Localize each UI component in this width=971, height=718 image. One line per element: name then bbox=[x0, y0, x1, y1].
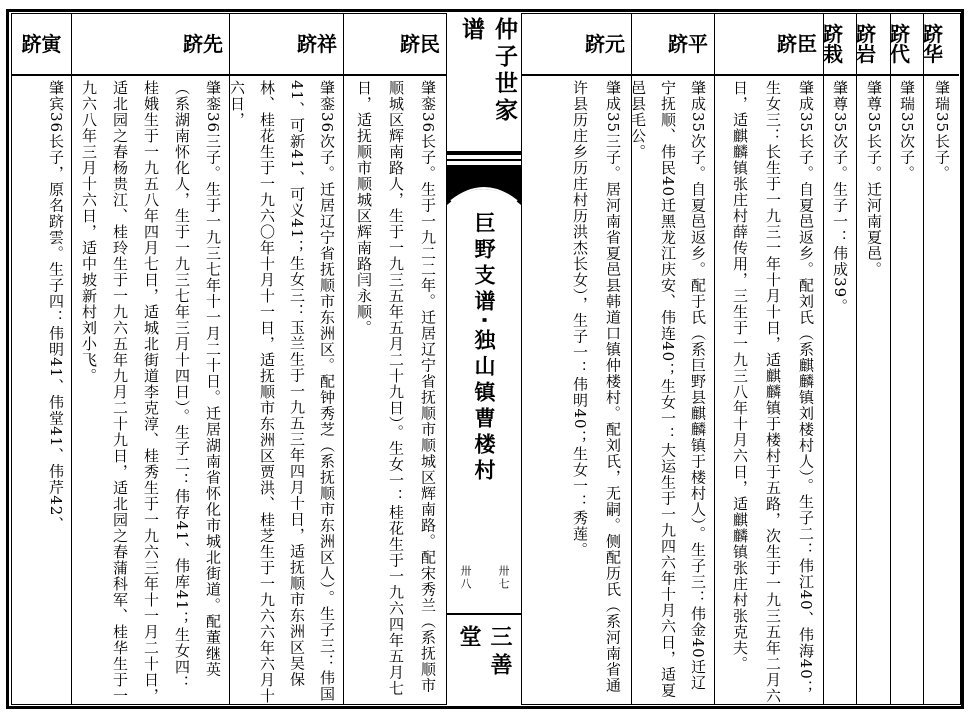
person-name-header: 跻元 bbox=[585, 32, 625, 56]
person-name-header: 跻寅 bbox=[21, 32, 62, 56]
fishtail-ornament bbox=[447, 165, 521, 205]
entry-text: 肇成35长子。自夏邑返乡。配刘氏（系麒麟镇刘楼村人）。生子二：伟江40、伟海40；生女三：长生于一九三一年十月十日，适麒麟镇于楼村于五路，次生于一九三五年二月六日，适麒麟镇张庄村薛传用，三生于一九三八年十月六日，适麒麟镇张庄村张克夫。 bbox=[731, 80, 815, 704]
book-subtitle: 巨野支谱·独山镇曹楼村 bbox=[472, 211, 496, 485]
person-name-header: 跻臣 bbox=[777, 32, 817, 56]
person-name-header: 跻栽 bbox=[823, 22, 843, 66]
person-name-header: 跻民 bbox=[400, 32, 440, 56]
entry-text: 肇銮36三子。生于一九三七年十一月二十日。迁居湖南省怀化市城北街道。配董继英（系湖南怀化人，生于一九三七年三月十四日）。生子二：伟存41、伟库41；生女四：桂娥生于一九五八年四月七日，适城北街道李克淳、桂秀生于一九六三年十一月二十日，适北园之春杨贵江、桂玲生于一九六五年九月二十九日，适北园之春蒲科军、桂华生于一九六八年三月十六日，适中坡新村刘小飞。 bbox=[80, 80, 222, 704]
entry-text: 肇銮36次子。迁居辽宁省抚顺市东洲区。配钟秀芝（系抚顺市东洲区人）。生子三：伟国41、可新41、可义41；生女三：玉兰生于一九五三年四月十日，适抚顺市东洲区吴保林、桂花生于一九六〇年十月十一日，适抚顺市东洲区贾洪、桂芝生于一九六六年六月十六日， bbox=[228, 80, 336, 704]
entry-text: 肇宾36长子，原名跻雲。生子四：伟明41、伟堂41、伟芹42、 bbox=[47, 80, 65, 533]
hall-name: 三善堂 bbox=[456, 625, 512, 681]
person-name-header: 跻平 bbox=[668, 32, 708, 56]
entry-text: 肇尊35长子。迁河南夏邑。 bbox=[865, 80, 883, 278]
person-name-header: 跻岩 bbox=[856, 22, 876, 66]
person-name-header: 跻先 bbox=[183, 32, 223, 56]
band bbox=[447, 151, 521, 155]
person-name-header: 跻祥 bbox=[297, 32, 337, 56]
entry-text: 肇尊35次子。生子一：伟成39。 bbox=[831, 80, 849, 315]
entry-text: 肇成35三子。居河南省夏邑县韩道口镇仲楼村。配刘氏，无嗣。侧配历氏（系河南省通许县历庄乡历庄村历洪杰长女），生子一：伟明40；生女一：秀莲。 bbox=[571, 80, 622, 694]
header-rule-right bbox=[521, 74, 959, 76]
entry-text: 肇銮36长子。生于一九二二年。迁居辽宁省抚顺市顺城区辉南路。配宋秀兰（系抚顺市顺城区辉南路人，生于一九三五年五月二十九日）。生女一：桂花生于一九六四年五月七日，适抚顺市顺城区辉南路闫永顺。 bbox=[355, 80, 437, 697]
entry-text: 肇成35次子。自夏邑返乡。配于氏（系巨野县麒麟镇于楼村人）。生子三：伟金40迁辽宁抚顺、伟民40迁黑龙江庆安、伟连40；生女一：大运生于一九四六年十月六日，适夏邑县毛公。 bbox=[629, 80, 707, 699]
band bbox=[447, 159, 521, 161]
entry-text: 肇瑞35长子。 bbox=[933, 80, 951, 182]
person-name-header: 跻代 bbox=[890, 22, 910, 66]
entry-text: 肇瑞35次子。 bbox=[898, 80, 916, 182]
divider bbox=[714, 13, 715, 705]
divider bbox=[343, 13, 344, 705]
book-title: 仲子世家谱 bbox=[458, 17, 517, 125]
band bbox=[447, 613, 521, 615]
page-number-right: 卅七 bbox=[497, 565, 510, 591]
center-spine bbox=[447, 13, 521, 705]
page-number-left: 卅八 bbox=[459, 565, 472, 591]
person-name-header: 跻华 bbox=[923, 22, 943, 66]
divider bbox=[71, 13, 72, 705]
